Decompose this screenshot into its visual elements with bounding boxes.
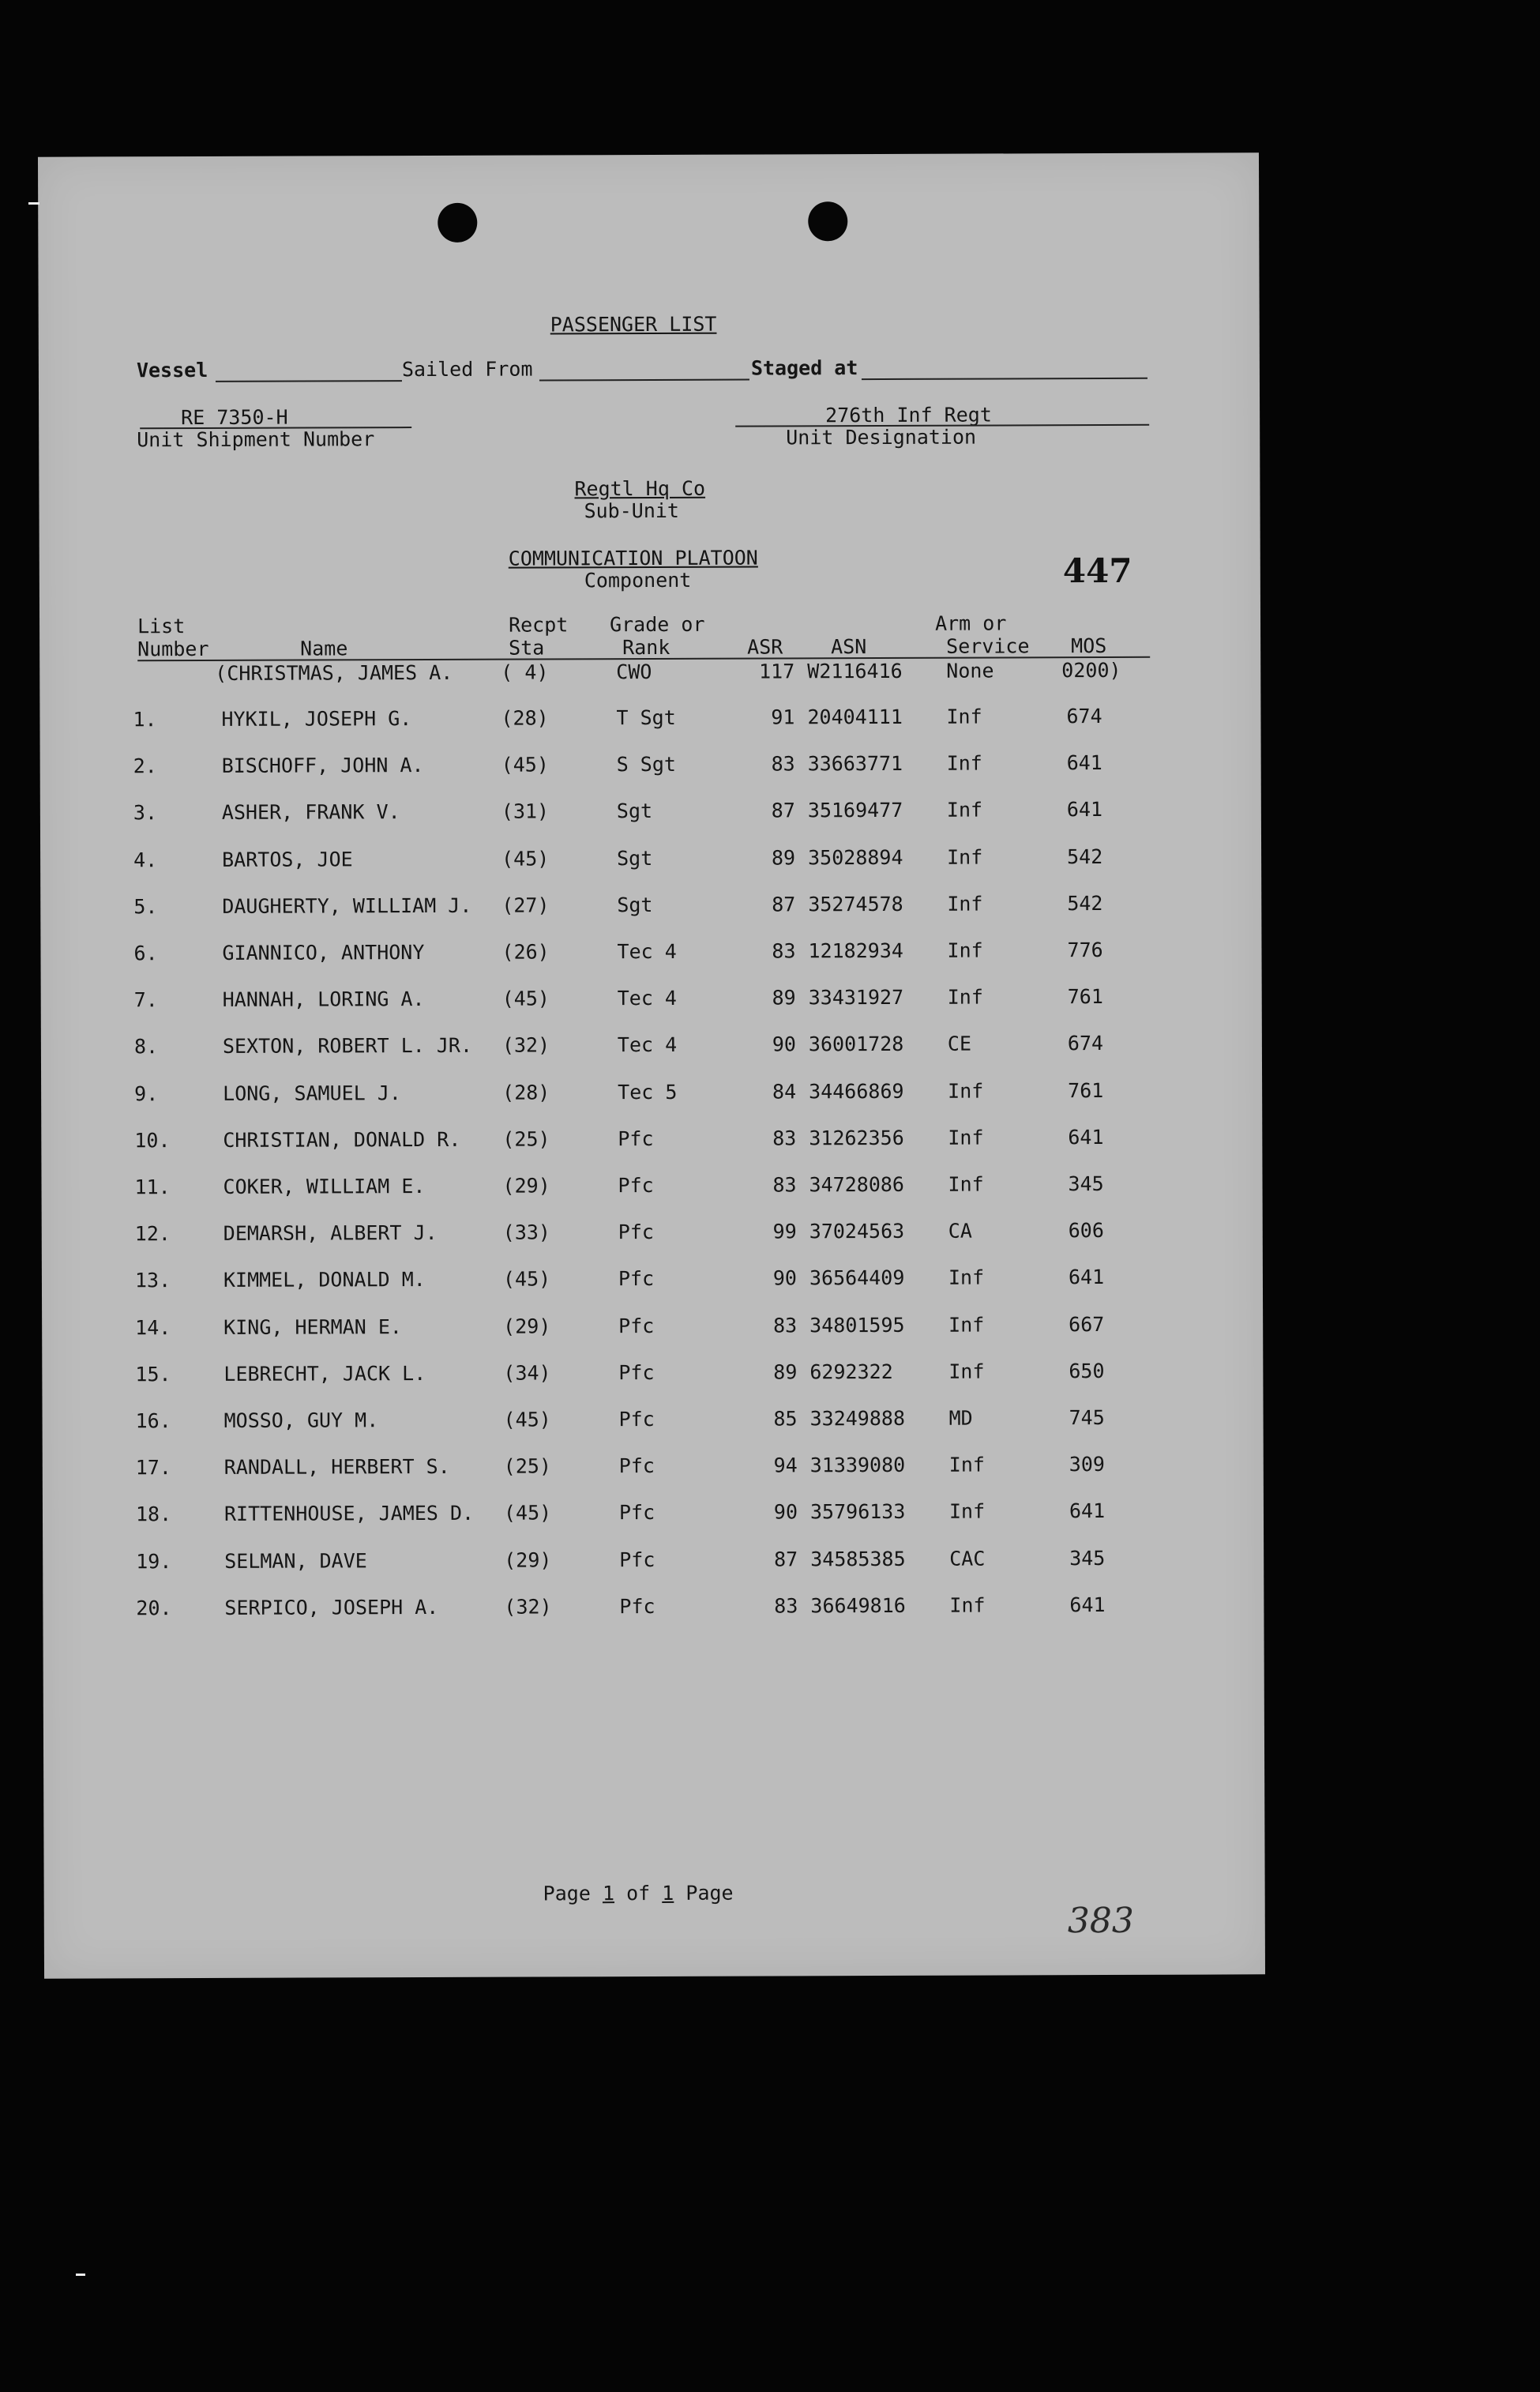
document-title: PASSENGER LIST	[550, 312, 717, 337]
row-name: LEBRECHT, JACK L.	[223, 1362, 426, 1386]
row-grade: Pfc	[618, 1360, 655, 1385]
row-asn: 31262356	[809, 1126, 904, 1150]
row-name: CHRISTIAN, DONALD R.	[223, 1127, 461, 1152]
row-asr: 99	[772, 1220, 797, 1243]
page-of: of	[626, 1882, 651, 1905]
row-num: 3.	[133, 801, 158, 825]
row-num: 13.	[134, 1269, 171, 1292]
sailed-from-label: Sailed From	[401, 357, 533, 382]
row-name: SERPICO, JOSEPH A.	[224, 1595, 439, 1619]
row-mos: 674	[1067, 1032, 1104, 1055]
row-arm: Inf	[947, 985, 983, 1009]
row-sta: (45)	[502, 1267, 551, 1291]
row-num: 8.	[133, 1035, 159, 1059]
col-list-number-1: List	[137, 615, 186, 638]
row-asn: 35028894	[808, 845, 903, 870]
row-num: 16.	[135, 1409, 171, 1433]
col-asr: ASR	[747, 635, 783, 659]
row-num: 5.	[133, 895, 158, 919]
row-arm: Inf	[948, 1266, 985, 1289]
row-asr: 85	[773, 1407, 798, 1431]
row-mos: 606	[1068, 1219, 1104, 1243]
row-asn: 34801595	[809, 1313, 905, 1337]
row-grade: Pfc	[618, 1173, 654, 1198]
row-sta: (31)	[501, 799, 550, 823]
unit-designation: 276th Inf Regt	[825, 403, 992, 427]
row-arm: Inf	[948, 1079, 984, 1103]
row-asn: 6292322	[809, 1360, 893, 1384]
row-name: MOSSO, GUY M.	[223, 1408, 379, 1432]
row-mos: 641	[1069, 1499, 1106, 1523]
officer-grade: CWO	[616, 660, 652, 684]
row-grade: Tec 4	[617, 939, 677, 964]
row-grade: S Sgt	[616, 752, 676, 777]
row-sta: (45)	[501, 987, 550, 1010]
row-asn: 33663771	[807, 751, 903, 776]
col-grade-1: Grade or	[610, 612, 705, 637]
row-asr: 83	[772, 1314, 798, 1337]
row-grade: Tec 4	[617, 986, 678, 1010]
row-num: 7.	[133, 988, 158, 1012]
row-num: 1.	[133, 708, 157, 732]
row-grade: Pfc	[619, 1594, 655, 1619]
row-grade: Pfc	[619, 1548, 655, 1572]
row-mos: 641	[1066, 798, 1103, 822]
row-name: KING, HERMAN E.	[223, 1315, 402, 1339]
row-name: BARTOS, JOE	[222, 848, 353, 871]
row-num: 17.	[135, 1456, 171, 1480]
page-current: 1	[602, 1882, 615, 1905]
row-mos: 650	[1069, 1360, 1105, 1383]
row-grade: Pfc	[618, 1126, 654, 1151]
row-grade: Tec 4	[617, 1032, 678, 1057]
row-sta: (25)	[502, 1127, 550, 1151]
row-asr: 90	[773, 1500, 798, 1524]
row-mos: 641	[1066, 751, 1102, 775]
row-name: RITTENHOUSE, JAMES D.	[223, 1501, 475, 1525]
vessel-label: Vessel	[136, 358, 208, 382]
row-num: 15.	[135, 1363, 171, 1386]
row-arm: Inf	[946, 751, 982, 775]
row-mos: 542	[1067, 892, 1103, 916]
row-asr: 87	[771, 799, 795, 822]
row-asn: 33249888	[809, 1406, 906, 1431]
row-arm: Inf	[948, 1360, 985, 1383]
row-name: SEXTON, ROBERT L. JR.	[222, 1033, 473, 1058]
row-asn: 36649816	[810, 1593, 906, 1618]
vessel-blank	[216, 380, 402, 382]
punch-hole-right	[808, 201, 847, 241]
row-num: 20.	[136, 1597, 172, 1620]
row-mos: 345	[1069, 1546, 1106, 1570]
officer-arm: None	[946, 659, 994, 683]
row-arm: Inf	[948, 1453, 985, 1476]
row-asn: 36001728	[808, 1032, 904, 1056]
unit-designation-label: Unit Designation	[786, 425, 977, 449]
row-asn: 35169477	[807, 798, 903, 822]
passenger-list-sheet	[38, 152, 1265, 1978]
row-name: COKER, WILLIAM E.	[223, 1175, 426, 1198]
officer-sta: ( 4)	[501, 660, 549, 684]
stamped-number: 447	[1062, 551, 1132, 591]
row-num: 6.	[133, 942, 158, 965]
row-sta: (28)	[501, 706, 549, 730]
row-sta: (28)	[502, 1081, 550, 1104]
row-sta: (25)	[503, 1454, 552, 1478]
row-name: KIMMEL, DONALD M.	[223, 1268, 426, 1292]
row-arm: Inf	[949, 1593, 986, 1617]
component: COMMUNICATION PLATOON	[508, 546, 758, 570]
row-grade: Pfc	[618, 1314, 655, 1338]
row-arm: Inf	[946, 798, 983, 822]
officer-asn: W2116416	[807, 659, 903, 683]
row-asn: 35796133	[809, 1499, 906, 1524]
row-name: DEMARSH, ALBERT J.	[223, 1220, 438, 1245]
row-name: RANDALL, HERBERT S.	[223, 1454, 450, 1479]
row-name: ASHER, FRANK V.	[221, 800, 400, 824]
row-mos: 674	[1066, 705, 1102, 728]
row-num: 19.	[136, 1550, 172, 1574]
row-mos: 667	[1069, 1313, 1105, 1337]
row-num: 2.	[133, 754, 157, 778]
sailed-from-blank	[539, 379, 749, 382]
row-arm: Inf	[947, 845, 983, 869]
row-asr: 89	[772, 986, 796, 1010]
row-name: BISCHOFF, JOHN A.	[221, 754, 424, 777]
row-grade: Pfc	[618, 1407, 655, 1431]
row-arm: CE	[947, 1032, 972, 1055]
row-mos: 776	[1067, 938, 1103, 962]
row-mos: 345	[1068, 1172, 1104, 1196]
unit-shipment-number-label: Unit Shipment Number	[137, 427, 375, 452]
row-arm: Inf	[948, 1126, 984, 1149]
row-grade: Sgt	[617, 893, 653, 917]
row-sta: (29)	[502, 1174, 550, 1198]
row-grade: Pfc	[618, 1500, 655, 1525]
unit-shipment-number: RE 7350-H	[181, 405, 288, 430]
punch-hole-left	[438, 203, 477, 243]
row-num: 12.	[134, 1222, 171, 1246]
row-asn: 34585385	[810, 1547, 906, 1571]
scan-mark	[28, 202, 39, 205]
row-name: HYKIL, JOSEPH G.	[221, 707, 412, 731]
row-mos: 761	[1067, 985, 1103, 1009]
row-num: 18.	[135, 1503, 172, 1526]
row-grade: Pfc	[618, 1220, 654, 1244]
sub-unit-label: Sub-Unit	[584, 498, 680, 523]
row-sta: (34)	[503, 1361, 551, 1385]
row-asr: 83	[772, 939, 796, 963]
row-mos: 641	[1068, 1126, 1104, 1149]
row-sta: (45)	[503, 1501, 552, 1525]
sub-unit: Regtl Hq Co	[574, 476, 706, 501]
col-name: Name	[300, 637, 348, 660]
row-arm: Inf	[947, 892, 983, 916]
row-grade: Tec 5	[618, 1080, 678, 1104]
row-name: LONG, SAMUEL J.	[223, 1081, 401, 1105]
row-asn: 20404111	[807, 705, 903, 729]
row-arm: Inf	[946, 705, 982, 728]
col-arm-1: Arm or	[934, 611, 1007, 635]
row-asr: 87	[774, 1548, 798, 1571]
row-mos: 745	[1069, 1406, 1105, 1430]
row-name: DAUGHERTY, WILLIAM J.	[222, 893, 472, 918]
row-asr: 83	[771, 752, 795, 776]
row-mos: 641	[1069, 1593, 1106, 1617]
row-name: SELMAN, DAVE	[224, 1549, 367, 1573]
col-list-number-2: Number	[137, 637, 209, 661]
row-num: 9.	[134, 1082, 159, 1106]
row-asn: 37024563	[809, 1219, 905, 1243]
row-mos: 309	[1069, 1452, 1105, 1476]
officer-asr: 117	[759, 660, 795, 683]
col-arm-2: Service	[946, 634, 1030, 658]
page-suffix: Page	[685, 1881, 734, 1905]
row-mos: 641	[1068, 1266, 1105, 1289]
row-sta: (29)	[503, 1314, 551, 1338]
row-asr: 84	[772, 1080, 797, 1104]
row-arm: CA	[948, 1219, 972, 1243]
row-asr: 83	[772, 1126, 797, 1150]
row-asn: 31339080	[809, 1453, 906, 1477]
row-arm: CAC	[949, 1547, 986, 1570]
row-asr: 90	[772, 1266, 797, 1290]
row-grade: T Sgt	[616, 705, 676, 730]
row-sta: (27)	[501, 893, 550, 917]
row-grade: Sgt	[617, 846, 653, 871]
row-arm: Inf	[947, 938, 983, 962]
col-mos: MOS	[1071, 634, 1107, 658]
row-asn: 34466869	[809, 1079, 904, 1104]
row-arm: Inf	[948, 1172, 984, 1196]
row-sta: (29)	[504, 1548, 552, 1572]
page-indicator	[543, 1883, 734, 1904]
row-mos: 542	[1067, 845, 1103, 869]
row-asr: 83	[772, 1173, 797, 1197]
row-sta: (32)	[501, 1033, 550, 1057]
officer-name: (CHRISTMAS, JAMES A.	[215, 660, 453, 685]
component-label: Component	[584, 568, 692, 592]
row-sta: (33)	[502, 1220, 551, 1244]
row-grade: Pfc	[618, 1454, 655, 1478]
row-num: 14.	[135, 1316, 171, 1340]
page-total: 1	[662, 1881, 674, 1905]
row-sta: (45)	[503, 1408, 551, 1431]
row-asn: 34728086	[809, 1172, 904, 1197]
row-sta: (45)	[501, 847, 550, 871]
officer-mos: 0200)	[1061, 658, 1121, 683]
row-asn: 36564409	[809, 1266, 905, 1290]
scan-mark	[76, 2274, 85, 2276]
col-recpt-sta-2: Sta	[509, 636, 545, 660]
row-sta: (45)	[501, 753, 549, 777]
row-asn: 33431927	[808, 985, 904, 1010]
page-prefix: Page	[543, 1882, 591, 1905]
row-arm: Inf	[948, 1499, 986, 1523]
row-sta: (26)	[501, 940, 550, 964]
row-arm: Inf	[948, 1313, 985, 1337]
col-grade-2: Rank	[622, 635, 670, 660]
row-grade: Pfc	[618, 1266, 655, 1291]
row-num: 10.	[134, 1129, 171, 1153]
row-sta: (32)	[504, 1595, 552, 1619]
row-asr: 89	[773, 1360, 798, 1384]
row-num: 11.	[134, 1175, 171, 1199]
staged-at-label: Staged at	[750, 356, 858, 380]
staged-at-blank	[862, 378, 1147, 380]
row-asr: 89	[771, 846, 796, 870]
col-asn: ASN	[831, 635, 867, 659]
row-num: 4.	[133, 848, 158, 872]
row-asr: 87	[772, 893, 796, 916]
row-asn: 12182934	[808, 938, 903, 963]
col-recpt-sta-1: Recpt	[509, 613, 569, 637]
row-name: HANNAH, LORING A.	[222, 987, 425, 1011]
row-name: GIANNICO, ANTHONY	[222, 941, 425, 965]
handwritten-number: 383	[1067, 1900, 1134, 1942]
row-grade: Sgt	[616, 799, 653, 823]
row-asr: 90	[772, 1032, 796, 1056]
row-asn: 35274578	[808, 892, 903, 916]
row-asr: 83	[774, 1594, 798, 1618]
row-asr: 91	[771, 705, 795, 729]
row-asr: 94	[773, 1454, 798, 1477]
row-arm: MD	[948, 1406, 973, 1430]
row-mos: 761	[1068, 1079, 1104, 1103]
